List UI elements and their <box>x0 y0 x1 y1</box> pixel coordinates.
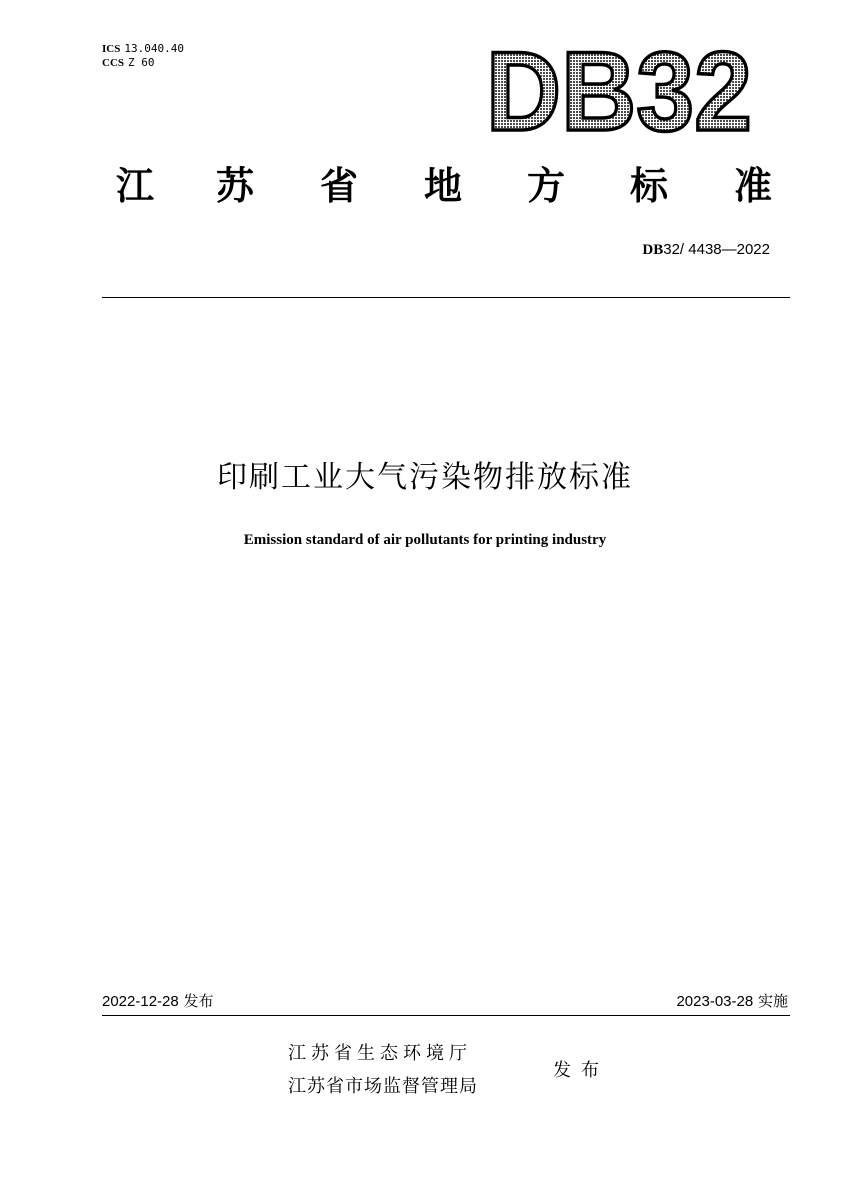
title-char: 方 <box>527 164 566 208</box>
issuer-market-supervision: 江苏省市场监督管理局 <box>288 1076 478 1097</box>
standard-number-prefix: DB <box>642 242 664 258</box>
ccs-label: CCS <box>102 57 125 69</box>
implementation-date <box>676 990 788 1011</box>
db32-logo-text: DB32 <box>486 36 752 146</box>
standard-number-value: 32/ 4438—2022 <box>663 241 770 258</box>
document-title-en: Emission standard of air pollutants for printing industry <box>243 532 607 548</box>
db32-logo <box>486 36 786 146</box>
title-char: 苏 <box>216 164 255 208</box>
implementation-date-label: 实施 <box>757 992 788 1010</box>
issue-date-value: 2022-12-28 <box>102 993 179 1010</box>
bottom-divider <box>102 1015 790 1016</box>
ics-code <box>102 42 184 56</box>
issue-date <box>102 990 214 1011</box>
ccs-code <box>102 56 184 70</box>
issue-date-label: 发布 <box>183 992 214 1010</box>
classification-codes <box>102 42 184 70</box>
issuer-environment: 江苏省生态环境厅 <box>288 1043 472 1064</box>
implementation-date-value: 2023-03-28 <box>676 993 754 1010</box>
standard-number <box>642 240 770 259</box>
ics-label: ICS <box>102 43 121 55</box>
ccs-value: Z 60 <box>128 56 155 69</box>
title-char: 省 <box>320 164 359 208</box>
issue-word: 发布 <box>553 1060 609 1081</box>
title-char: 江 <box>116 164 155 208</box>
top-divider <box>102 297 790 298</box>
document-title-cn: 印刷工业大气污染物排放标准 <box>217 460 633 495</box>
title-char: 标 <box>630 164 669 208</box>
ics-value: 13.040.40 <box>124 42 184 55</box>
title-char: 准 <box>734 164 773 208</box>
standard-class-title <box>102 160 790 216</box>
title-char: 地 <box>424 164 463 208</box>
